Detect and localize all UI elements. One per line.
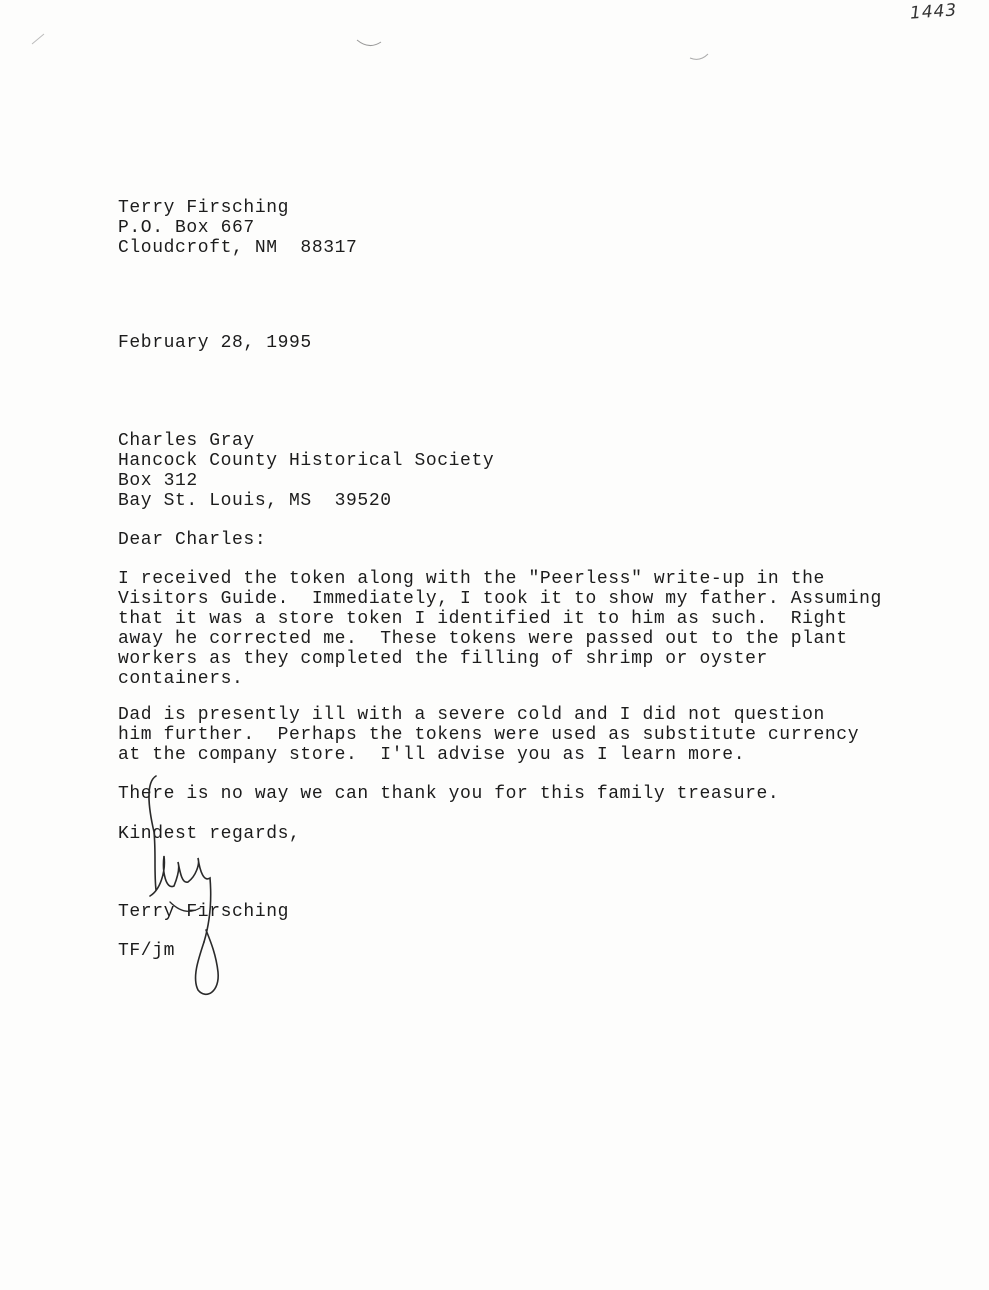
body-paragraph-3: [118, 784, 779, 804]
sender-name: Terry Firsching: [118, 198, 290, 218]
paragraph-line: workers as they completed the filling of shrimp or oyster: [118, 649, 768, 669]
closing: Kindest regards,: [118, 824, 301, 844]
scan-mark-right: [688, 50, 712, 64]
recipient-address-block: [118, 431, 494, 511]
body-paragraph-2: [118, 705, 859, 765]
typed-signature-name: Terry Firsching: [118, 902, 290, 922]
paragraph-line: Dad is presently ill with a severe cold and I did not question: [118, 705, 825, 725]
recipient-name: Charles Gray: [118, 431, 255, 451]
handwritten-signature: [140, 772, 240, 1002]
archive-number: 1443: [909, 0, 958, 24]
paragraph-line: that it was a store token I identified it to him as such. Right: [118, 609, 848, 629]
paragraph-line: at the company store. I'll advise you as I learn more.: [118, 745, 746, 765]
recipient-city: Bay St. Louis, MS 39520: [118, 491, 392, 511]
sender-city: Cloudcroft, NM 88317: [118, 238, 358, 258]
typist-initials: TF/jm: [118, 941, 176, 961]
recipient-box: Box 312: [118, 471, 198, 491]
paragraph-line: Visitors Guide. Immediately, I took it to show my father. Assuming: [118, 589, 882, 609]
salutation: Dear Charles:: [118, 530, 267, 550]
recipient-organization: Hancock County Historical Society: [118, 451, 495, 471]
paragraph-line: him further. Perhaps the tokens were used as substitute currency: [118, 725, 860, 745]
paragraph-line: containers.: [118, 669, 244, 689]
paragraph-line: away he corrected me. These tokens were passed out to the plant: [118, 629, 848, 649]
paragraph-line: I received the token along with the "Peerless" write-up in the: [118, 569, 825, 589]
body-paragraph-1: [118, 569, 882, 689]
sender-po-box: P.O. Box 667: [118, 218, 255, 238]
scan-mark-left: [355, 36, 385, 52]
paragraph-line: There is no way we can thank you for this family treasure.: [118, 784, 780, 804]
letter-date: February 28, 1995: [118, 333, 312, 353]
sender-address-block: [118, 198, 357, 258]
scan-mark-corner: [30, 28, 50, 48]
